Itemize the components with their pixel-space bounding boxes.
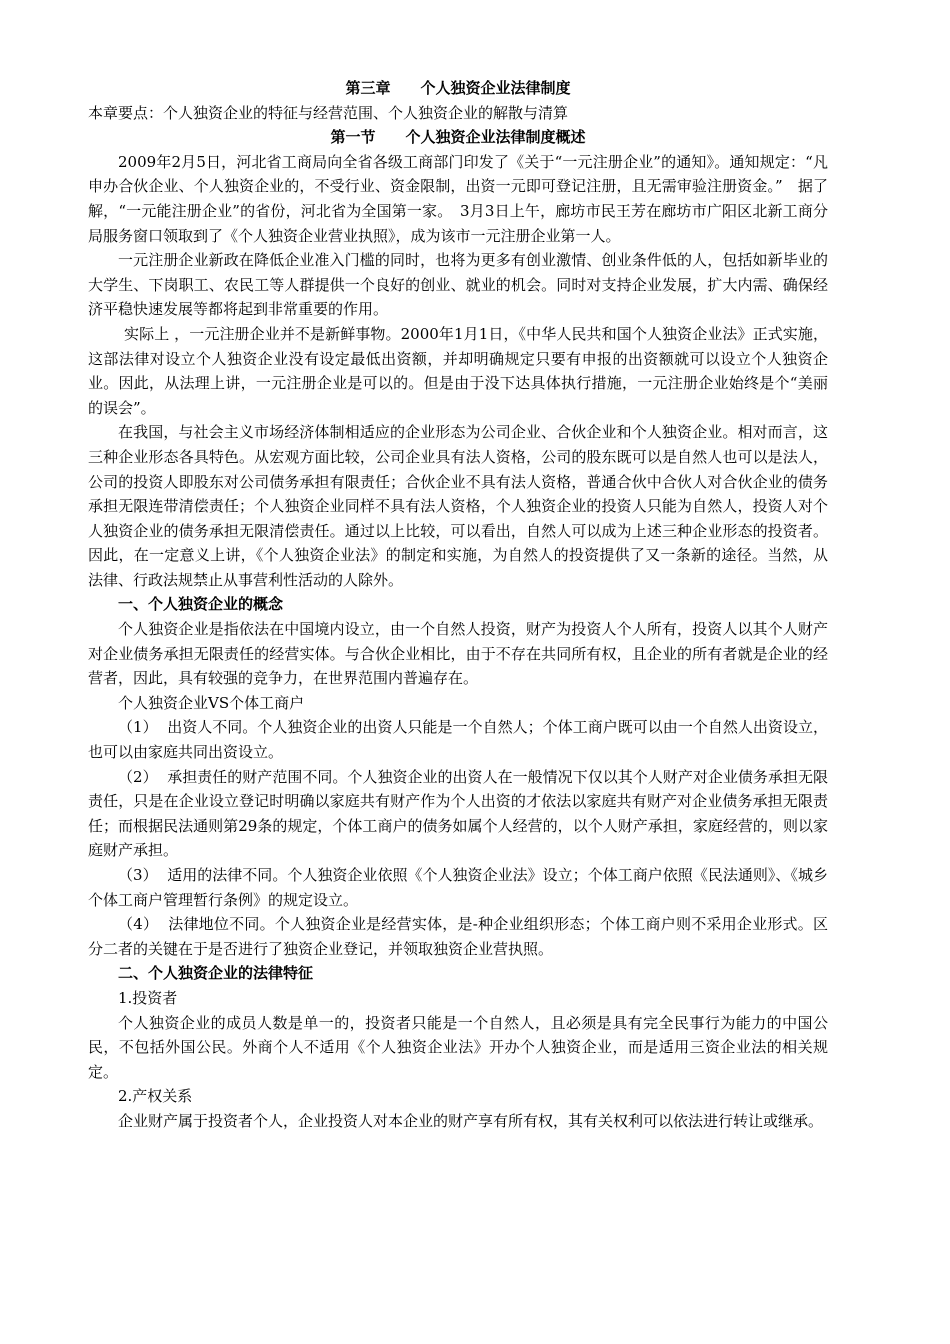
vs-item-text: 法律地位不同。个人独资企业是经营实体，是-种企业组织形态；个体工商户则不采用企业形式。区分二者的关键在于是否进行了独资企业登记，并领取独资企业营执照。 — [88, 915, 829, 958]
vs-item-number: （4） — [118, 915, 159, 934]
paragraph-intro-1: 2009年2月5日，河北省工商局向全省各级工商部门印发了《关于“一元注册企业”的通知》。通知规定：“凡申办合伙企业、个人独资企业的，不受行业、资金限制，出资一元即可登记注册，且无需审验注册资金。” 据了解，“一元能注册企业”的省份，河北省为全国第一家。 3月3日上午，廊坊市民王芳在廊坊市广阳区北新工商分局服务窗口领取到了《个人独资企业营业执照》，成为该市一元注册企业第一人。 — [88, 152, 828, 245]
section-title: 第一节 个人独资企业法律制度概述 — [330, 128, 586, 147]
vs-item-text: 出资人不同。个人独资企业的出资人只能是一个自然人；个体工商户既可以由一个自然人出资设立，也可以由家庭共同出资设立。 — [88, 718, 828, 762]
paragraph-concept: 个人独资企业是指依法在中国境内设立，由一个自然人投资，财产为投资人个人所有，投资人以其个人财产对企业债务承担无限责任的经营实体。与合伙企业相比，由于不存在共同所有权，且企业的所有者就是企业的经营者，因此，具有较强的竞争力，在世界范围内普遍存在。 — [88, 620, 828, 688]
vs-item-text: 承担责任的财产范围不同。个人独资企业的出资人在一般情况下仅以其个人财产对企业债务承担无限责任，只是在企业设立登记时明确以家庭共有财产作为个人出资的才依法以家庭共有财产对企业债务承担无限责任；而根据民法通则第29条的规定，个体工商户的债务如属个人经营的，以个人财产承担，家庭经营的，则以家庭财产承担。 — [88, 767, 828, 860]
vs-item — [88, 765, 828, 863]
paragraph-property: 企业财产属于投资者个人，企业投资人对本企业的财产享有所有权，其有关权利可以依法进行转让或继承。 — [118, 1111, 824, 1130]
vs-item-number: （3） — [118, 866, 158, 884]
paragraph-intro-3: 实际上 ，一元注册企业并不是新鲜事物。2000年1月1日，《中华人民共和国个人独资企业法》正式实施，这部法律对设立个人独资企业没有设定最低出资额，并却明确规定只要有申报的出资额就可以设立个人独资企业。因此，从法理上讲，一元注册企业是可以的。但是由于没下达具体执行措施，一元注册企业始终是个“美丽的误会”。 — [88, 324, 828, 417]
vs-item — [88, 715, 828, 764]
vs-item-number: （2） — [118, 767, 158, 786]
paragraph-intro-2: 一元注册企业新政在降低企业准入门槛的同时，也将为更多有创业激情、创业条件低的人，包括如新毕业的大学生、下岗职工、农民工等人群提供一个良好的创业、就业的机会。同时对支持企业发展，扩大内需、确保经济平稳快速发展等都将起到非常重要的作用。 — [88, 251, 828, 319]
key-points: 本章要点：个人独资企业的特征与经营范围、个人独资企业的解散与清算 — [88, 103, 569, 122]
vs-item — [88, 863, 828, 912]
subheading-investor: 1.投资者 — [118, 988, 178, 1007]
heading-concept: 一、个人独资企业的概念 — [118, 595, 284, 614]
document-body — [88, 76, 828, 1134]
vs-item — [88, 912, 828, 961]
paragraph-investor: 个人独资企业的成员人数是单一的，投资者只能是一个自然人，且必须是具有完全民事行为能力的中国公民，不包括外国公民。外商个人不适用《个人独资企业法》开办个人独资企业，而是适用三资企业法的相关规定。 — [88, 1013, 828, 1081]
vs-item-text: 适用的法律不同。个人独资企业依照《个人独资企业法》设立；个体工商户依照《民法通则》、《城乡个体工商户管理暂行条例》的规定设立。 — [88, 866, 828, 909]
vs-item-number: （1） — [118, 718, 158, 737]
paragraph-intro-4: 在我国，与社会主义市场经济体制相适应的企业形态为公司企业、合伙企业和个人独资企业。相对而言，这三种企业形态各具特色。从宏观方面比较，公司企业具有法人资格，公司的股东既可以是自然人也可以是法人，公司的投资人即股东对公司债务承担有限责任；合伙企业不具有法人资格，普通合伙中合伙人对合伙企业的债务承担无限连带清偿责任；个人独资企业同样不具有法人资格，个人独资企业的投资人只能为自然人，投资人对个人独资企业的债务承担无限清偿责任。通过以上比较，可以看出，自然人可以成为上述三种企业形态的投资者。因此，在一定意义上讲，《个人独资企业法》的制定和实施，为自然人的投资提供了又一条新的途径。当然，从法律、行政法规禁止从事营利性活动的人除外。 — [88, 423, 828, 589]
vs-title: 个人独资企业VS个体工商户 — [118, 693, 305, 712]
heading-legal-features: 二、个人独资企业的法律特征 — [118, 964, 314, 983]
chapter-title: 第三章 个人独资企业法律制度 — [345, 79, 571, 97]
subheading-property: 2.产权关系 — [118, 1087, 193, 1106]
